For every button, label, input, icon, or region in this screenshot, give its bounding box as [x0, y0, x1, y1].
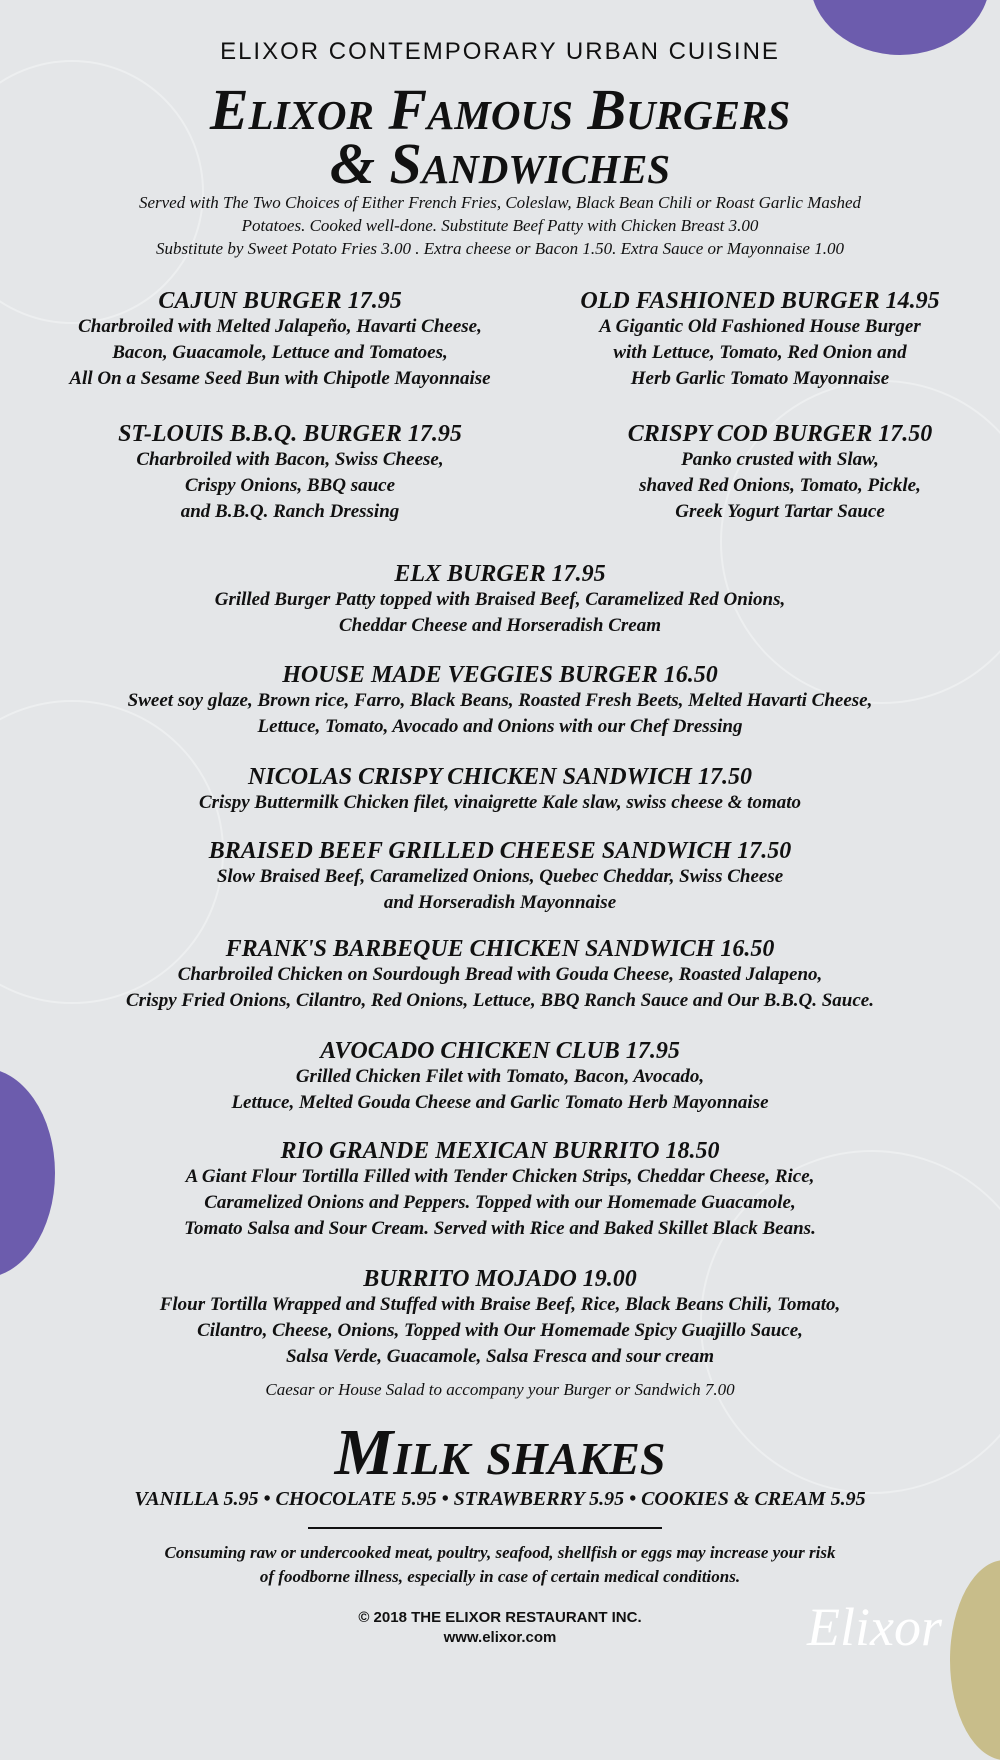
item-name: HOUSE MADE VEGGIES BURGER 16.50 — [282, 662, 718, 688]
item-desc: Grilled Chicken Filet with Tomato, Bacon, Avocado, — [295, 1066, 705, 1087]
page-title-line1: Elixor Famous Burgers — [209, 77, 791, 142]
item-desc: Lettuce, Tomato, Avocado and Onions with our Chef Dressing — [257, 716, 743, 737]
item-desc: Charbroiled Chicken on Sourdough Bread with Gouda Cheese, Roasted Jalapeno, — [177, 964, 823, 985]
intro-line: Served with The Two Choices of Either French Fries, Coleslaw, Black Bean Chili or Roast Garlic Mashed — [138, 193, 862, 212]
menu-item-avocado-club — [0, 1038, 1000, 1116]
item-name: OLD FASHIONED BURGER 14.95 — [580, 288, 940, 314]
item-name: ELX BURGER 17.95 — [394, 561, 606, 587]
divider — [308, 1527, 662, 1529]
website-link[interactable]: www.elixor.com — [443, 1629, 557, 1646]
intro-text — [0, 191, 1000, 260]
menu-item-veggies-burger — [0, 662, 1000, 740]
item-desc: Caramelized Onions and Peppers. Topped with our Homemade Guacamole, — [204, 1192, 796, 1213]
item-desc: Flour Tortilla Wrapped and Stuffed with Braise Beef, Rice, Black Beans Chili, Tomato, — [159, 1294, 841, 1315]
item-name: BURRITO MOJADO 19.00 — [363, 1266, 637, 1292]
item-desc: Charbroiled with Melted Jalapeño, Havarti Cheese, — [78, 316, 482, 337]
item-desc: All On a Sesame Seed Bun with Chipotle Mayonnaise — [69, 368, 491, 389]
item-desc: Crispy Fried Onions, Cilantro, Red Onions, Lettuce, BBQ Ranch Sauce and Our B.B.Q. Sauce. — [126, 990, 874, 1011]
page-title-line2: & Sandwiches — [329, 131, 671, 196]
item-desc: A Giant Flour Tortilla Filled with Tender Chicken Strips, Cheddar Cheese, Rice, — [185, 1166, 815, 1187]
item-desc: and B.B.Q. Ranch Dressing — [180, 501, 400, 522]
intro-line: Substitute by Sweet Potato Fries 3.00 . Extra cheese or Bacon 1.50. Extra Sauce or Mayonnaise 1.00 — [156, 239, 844, 258]
milkshakes-title: Milk shakes — [334, 1416, 666, 1489]
menu-item-rio-grande-burrito — [0, 1138, 1000, 1242]
warning-line: Consuming raw or undercooked meat, poultry, seafood, shellfish or eggs may increase your risk — [164, 1543, 836, 1562]
intro-line: Potatoes. Cooked well-done. Substitute Beef Patty with Chicken Breast 3.00 — [241, 216, 759, 235]
elixor-logo: Elixor — [807, 1597, 942, 1657]
menu-item-cajun-burger — [20, 288, 540, 392]
item-desc: Cheddar Cheese and Horseradish Cream — [339, 615, 661, 636]
item-name: NICOLAS CRISPY CHICKEN SANDWICH 17.50 — [248, 764, 752, 790]
item-desc: Grilled Burger Patty topped with Braised Beef, Caramelized Red Onions, — [214, 589, 786, 610]
item-desc: Herb Garlic Tomato Mayonnaise — [630, 368, 890, 389]
accompaniment-note: Caesar or House Salad to accompany your Burger or Sandwich 7.00 — [265, 1380, 735, 1399]
item-desc: and Horseradish Mayonnaise — [383, 892, 617, 913]
menu-item-nicolas-sandwich — [0, 764, 1000, 816]
menu-item-braised-beef-sandwich — [0, 838, 1000, 916]
food-safety-warning — [0, 1541, 1000, 1589]
item-desc: shaved Red Onions, Tomato, Pickle, — [639, 475, 921, 496]
item-name: AVOCADO CHICKEN CLUB 17.95 — [320, 1038, 680, 1064]
item-desc: Charbroiled with Bacon, Swiss Cheese, — [136, 449, 444, 470]
menu-item-st-louis-burger — [20, 421, 560, 525]
restaurant-line: ELIXOR CONTEMPORARY URBAN CUISINE — [220, 38, 780, 65]
item-desc: Sweet soy glaze, Brown rice, Farro, Black Beans, Roasted Fresh Beets, Melted Havarti Cheese, — [127, 690, 873, 711]
menu-item-franks-bbq-sandwich — [0, 936, 1000, 1014]
item-name: CAJUN BURGER 17.95 — [158, 288, 402, 314]
item-desc: Crispy Onions, BBQ sauce — [184, 475, 396, 496]
item-name: FRANK'S BARBEQUE CHICKEN SANDWICH 16.50 — [225, 936, 775, 962]
item-desc: Cilantro, Cheese, Onions, Topped with Our Homemade Spicy Guajillo Sauce, — [197, 1320, 803, 1341]
gold-blob-bottom-right — [950, 1560, 1000, 1760]
copyright: © 2018 THE ELIXOR RESTAURANT INC. — [358, 1609, 642, 1626]
item-name: BRAISED BEEF GRILLED CHEESE SANDWICH 17.50 — [208, 838, 792, 864]
item-desc: Lettuce, Melted Gouda Cheese and Garlic Tomato Herb Mayonnaise — [231, 1092, 769, 1113]
menu-item-crispy-cod-burger — [560, 421, 1000, 525]
item-desc: with Lettuce, Tomato, Red Onion and — [613, 342, 907, 363]
item-desc: Slow Braised Beef, Caramelized Onions, Quebec Cheddar, Swiss Cheese — [216, 866, 784, 887]
item-desc: Bacon, Guacamole, Lettuce and Tomatoes, — [112, 342, 448, 363]
menu-item-elx-burger — [0, 561, 1000, 639]
item-name: ST-LOUIS B.B.Q. BURGER 17.95 — [118, 421, 462, 447]
item-desc: Crispy Buttermilk Chicken filet, vinaigrette Kale slaw, swiss cheese & tomato — [198, 792, 802, 813]
item-desc: A Gigantic Old Fashioned House Burger — [599, 316, 921, 337]
menu-item-old-fashioned-burger — [540, 288, 980, 392]
item-desc: Salsa Verde, Guacamole, Salsa Fresca and sour cream — [285, 1346, 715, 1367]
item-name: CRISPY COD BURGER 17.50 — [627, 421, 933, 447]
item-name: RIO GRANDE MEXICAN BURRITO 18.50 — [280, 1138, 720, 1164]
item-desc: Greek Yogurt Tartar Sauce — [675, 501, 885, 522]
warning-line: of foodborne illness, especially in case of certain medical conditions. — [259, 1567, 741, 1586]
menu-item-burrito-mojado — [0, 1266, 1000, 1370]
item-desc: Panko crusted with Slaw, — [681, 449, 879, 470]
milkshakes-list: VANILLA 5.95 • CHOCOLATE 5.95 • STRAWBERRY 5.95 • COOKIES & CREAM 5.95 — [134, 1488, 866, 1510]
item-desc: Tomato Salsa and Sour Cream. Served with Rice and Baked Skillet Black Beans. — [184, 1218, 816, 1239]
